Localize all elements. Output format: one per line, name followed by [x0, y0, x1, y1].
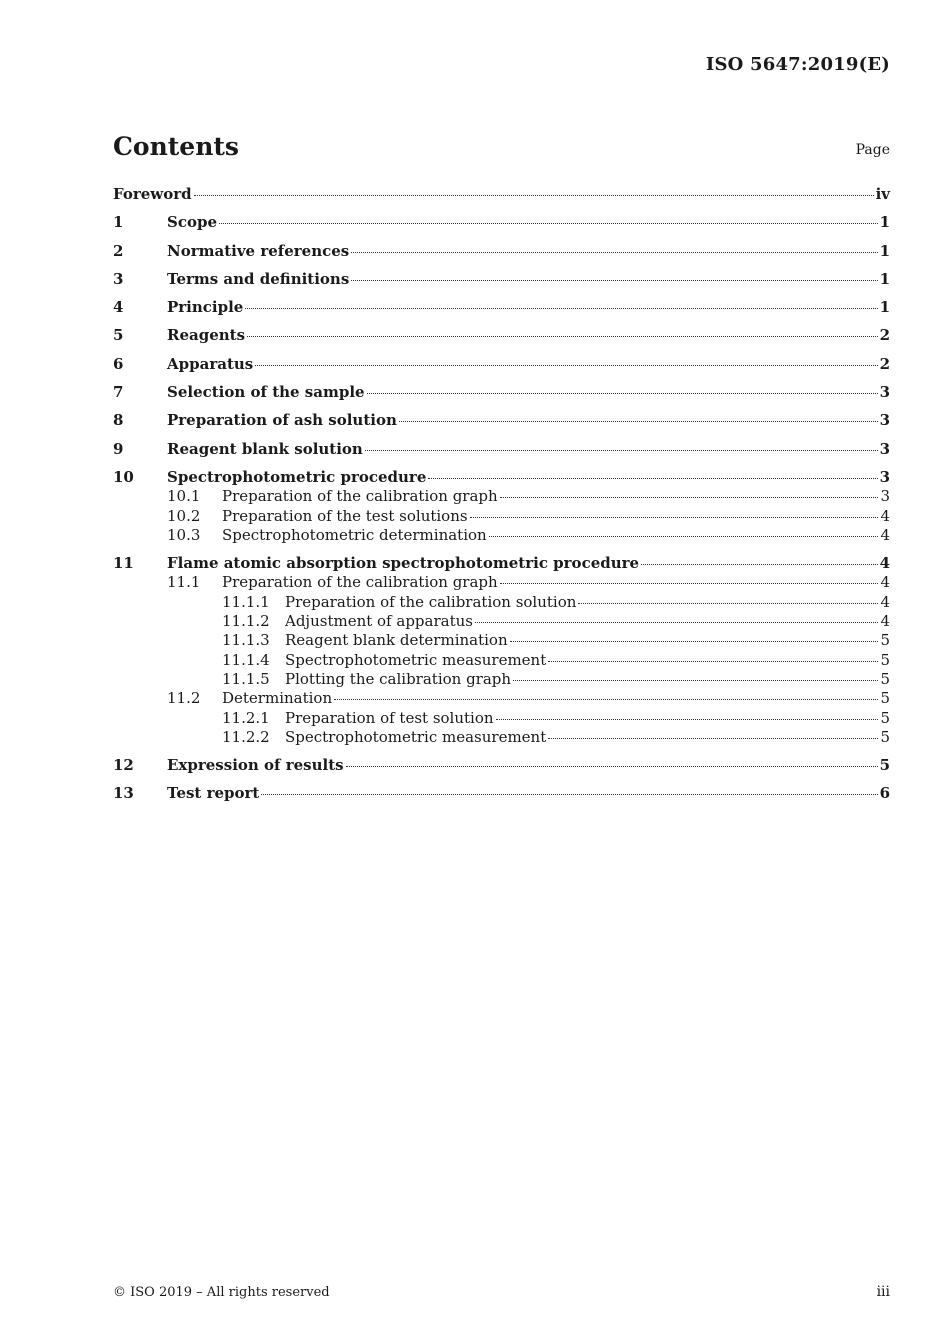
toc-entry-title: Preparation of the test solutions [222, 506, 468, 525]
toc-entry-number: 10 [113, 467, 134, 486]
toc-entry[interactable] [113, 298, 890, 317]
dot-leader [247, 336, 878, 337]
toc-entry-number: 11.2 [167, 689, 201, 708]
dot-leader [367, 393, 878, 394]
dot-leader [399, 421, 878, 422]
toc-entry-number: 6 [113, 354, 124, 373]
copyright-notice: © ISO 2019 – All rights reserved [113, 1285, 330, 1300]
toc-entry-number: 10.3 [167, 525, 201, 544]
toc-entry-title: Terms and definitions [167, 269, 350, 288]
toc-entry-title: Spectrophotometric determination [222, 525, 487, 544]
dot-leader [496, 719, 879, 720]
dot-leader [245, 308, 877, 309]
toc-entry-number: 1 [113, 213, 124, 232]
toc-entry-title: Spectrophotometric measurement [285, 727, 547, 746]
toc-entry-number: 11.1.5 [222, 669, 270, 688]
toc-entry[interactable] [113, 526, 890, 545]
toc-entry-page: 3 [879, 411, 890, 430]
toc-entry-title: Flame atomic absorption spectrophotometric procedure [167, 554, 640, 573]
document-id: ISO 5647:2019(E) [705, 54, 890, 75]
toc-entry[interactable] [113, 631, 890, 650]
toc-entry-number: 11 [113, 554, 134, 573]
toc-entry-title: Preparation of the calibration graph [222, 487, 498, 506]
toc-entry-page: 4 [879, 554, 890, 573]
toc-entry[interactable] [113, 593, 890, 612]
dot-leader [475, 622, 878, 623]
dot-leader [351, 252, 877, 253]
toc-entry[interactable] [113, 651, 890, 670]
toc-entry[interactable] [113, 612, 890, 631]
toc-entry-page: 3 [880, 487, 890, 506]
dot-leader [470, 517, 879, 518]
toc-entry-title: Plotting the calibration graph [285, 669, 512, 688]
toc-entry-title: Scope [167, 213, 218, 232]
toc-entry[interactable] [113, 383, 890, 402]
toc-entry-page: 4 [880, 506, 890, 525]
toc-entry-title: Foreword [113, 185, 192, 203]
toc-entry[interactable] [113, 554, 890, 573]
dot-leader [489, 536, 879, 537]
toc-entry-title: Preparation of the calibration solution [285, 592, 577, 611]
toc-entry-title: Expression of results [167, 756, 344, 775]
dot-leader [334, 699, 878, 700]
toc-entry-number: 11.1.3 [222, 631, 270, 650]
toc-entry[interactable] [113, 709, 890, 728]
page-number: iii [876, 1284, 890, 1300]
page-column-label: Page [855, 142, 890, 158]
toc-entry-number: 5 [113, 326, 124, 345]
toc-entry-number: 11.2.2 [222, 727, 270, 746]
dot-leader [351, 280, 877, 281]
toc-entry-number: 3 [113, 269, 124, 288]
toc-entry-page: 2 [879, 354, 890, 373]
toc-entry-title: Reagent blank solution [167, 439, 363, 458]
toc-entry[interactable] [113, 756, 890, 775]
dot-leader [365, 450, 878, 451]
page-title: Contents [113, 132, 240, 161]
toc-entry-title: Normative references [167, 241, 350, 260]
toc-entry[interactable] [113, 670, 890, 689]
toc-entry[interactable] [113, 689, 890, 708]
toc-entry-page: 5 [880, 708, 890, 727]
toc-entry-number: 13 [113, 784, 134, 803]
toc-entry[interactable] [113, 213, 890, 232]
toc-entry-title: Preparation of ash solution [167, 411, 397, 430]
toc-entry-number: 9 [113, 439, 124, 458]
toc-entry[interactable] [113, 468, 890, 487]
toc-entry-page: 4 [880, 592, 890, 611]
toc-entry-page: 1 [879, 213, 890, 232]
toc-entry[interactable] [113, 573, 890, 592]
toc-entry-page: 4 [880, 525, 890, 544]
toc-entry-page: 4 [880, 612, 890, 631]
toc-entry-page: 3 [879, 439, 890, 458]
toc-entry-page: 1 [879, 269, 890, 288]
toc-entry-title: Reagents [167, 326, 246, 345]
toc-entry-page: 2 [879, 326, 890, 345]
toc-entry-title: Adjustment of apparatus [285, 612, 473, 631]
toc-entry-page: 5 [880, 650, 890, 669]
toc-entry-page: 6 [879, 784, 890, 803]
toc-entry-number: 4 [113, 298, 124, 317]
dot-leader [255, 365, 877, 366]
toc-entry-number: 11.1.2 [222, 612, 270, 631]
toc-entry-page: 3 [879, 467, 890, 486]
dot-leader [548, 738, 878, 739]
toc-entry-title: Determination [222, 689, 333, 708]
toc-entry-number: 8 [113, 411, 124, 430]
toc-entry-title: Preparation of the calibration graph [222, 573, 498, 592]
toc-entry-page: 5 [880, 727, 890, 746]
toc-entry[interactable] [113, 784, 890, 803]
toc-entry-title: Principle [167, 298, 244, 317]
toc-entry-title: Preparation of test solution [285, 708, 494, 727]
dot-leader [578, 603, 878, 604]
toc-entry-page: 5 [880, 631, 890, 650]
toc-entry-page: 3 [879, 383, 890, 402]
toc-entry[interactable] [113, 242, 890, 261]
dot-leader [261, 794, 877, 795]
toc-entry-page: 1 [879, 241, 890, 260]
toc-entry-number: 10.2 [167, 506, 201, 525]
toc-entry-number: 7 [113, 383, 124, 402]
toc-entry-number: 10.1 [167, 487, 201, 506]
toc-entry-title: Apparatus [167, 354, 254, 373]
toc-entry-title: Reagent blank determination [285, 631, 508, 650]
toc-entry-title: Test report [167, 784, 260, 803]
toc-entry-number: 11.2.1 [222, 708, 270, 727]
dot-leader [428, 478, 877, 479]
toc-entry-title: Selection of the sample [167, 383, 365, 402]
dot-leader [548, 661, 878, 662]
toc-entry[interactable] [113, 185, 890, 204]
toc-entry-page: 5 [879, 756, 890, 775]
dot-leader [500, 583, 879, 584]
toc-entry-page: 4 [880, 573, 890, 592]
toc-entry-title: Spectrophotometric procedure [167, 467, 427, 486]
toc-entry-number: 11.1 [167, 573, 201, 592]
dot-leader [513, 680, 878, 681]
toc-entry-page: 5 [880, 669, 890, 688]
toc-entry-number: 12 [113, 756, 134, 775]
toc-entry-page: 1 [879, 298, 890, 317]
toc-entry[interactable] [113, 355, 890, 374]
toc-entry-title: Spectrophotometric measurement [285, 650, 547, 669]
toc-entry-number: 11.1.1 [222, 592, 270, 611]
dot-leader [500, 497, 879, 498]
dot-leader [641, 564, 877, 565]
toc-entry-number: 2 [113, 241, 124, 260]
dot-leader [219, 223, 878, 224]
toc-entry[interactable] [113, 411, 890, 430]
toc-entry[interactable] [113, 728, 890, 747]
dot-leader [346, 766, 878, 767]
toc-entry[interactable] [113, 270, 890, 289]
toc-entry[interactable] [113, 326, 890, 345]
toc-entry-number: 11.1.4 [222, 650, 270, 669]
toc-entry[interactable] [113, 507, 890, 526]
toc-entry[interactable] [113, 487, 890, 506]
dot-leader [194, 195, 874, 196]
toc-entry-page: iv [875, 185, 890, 203]
toc-entry[interactable] [113, 440, 890, 459]
toc-entry-page: 5 [880, 689, 890, 708]
table-of-contents [113, 185, 890, 804]
dot-leader [510, 641, 879, 642]
